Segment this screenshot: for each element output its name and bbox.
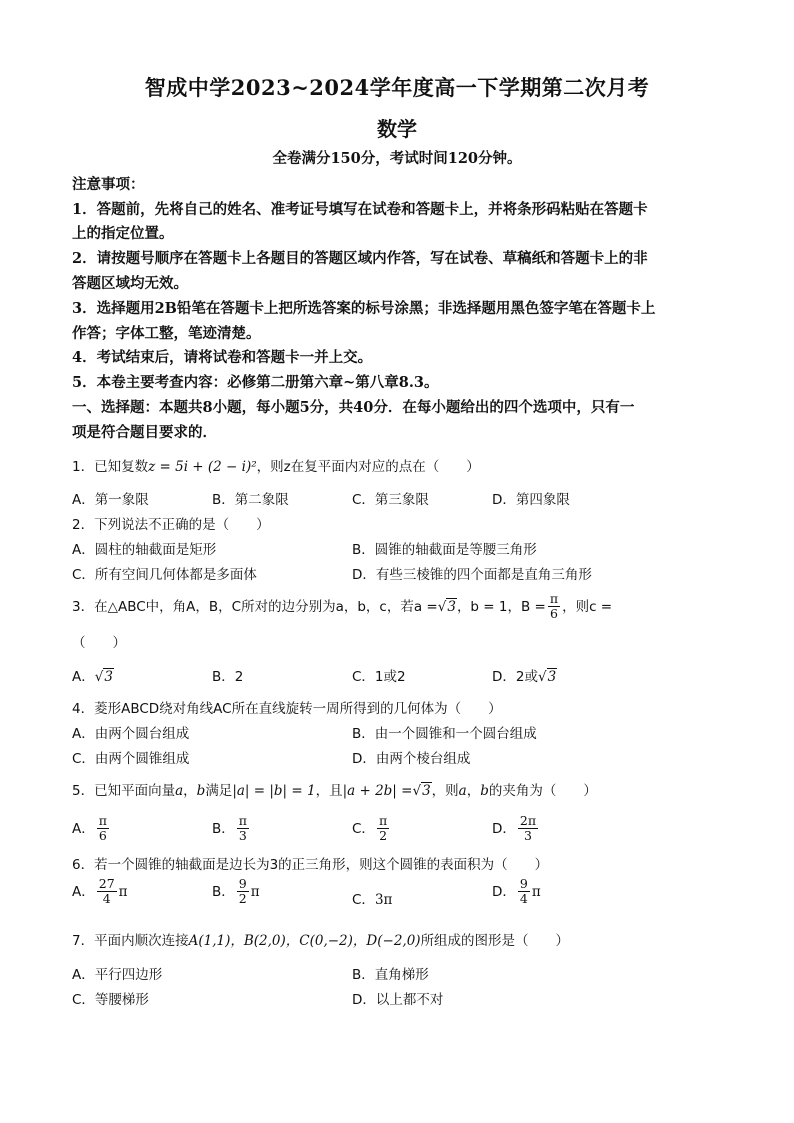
q3-option-d: D．2或√3 [492,669,557,685]
q1-option-c: C．第三象限 [352,492,429,508]
notice-line-4: 答题区域均无效。 [72,275,188,292]
q3-stem-a: 3．在△ABC中，角A，B，C所对的边分别为a，b，c，若a = [72,598,438,615]
question-4-stem: 4．菱形ABCD绕对角线AC所在直线旋转一周所得到的几何体为（ ） [72,701,502,717]
q7-option-a: A．平行四边形 [72,967,163,983]
q5-option-c: C． $\frac{\pi}{2}$ [352,813,388,844]
question-7-stem: 7．平面内顺次连接A(1,1)，B(2,0)，C(0,−2)，D(−2,0)所组成的图形是（ ） [72,933,570,949]
question-5-stem: 5．已知平面向量a，b满足|a| = |b| = 1，且|a + 2b| =√3，则a，b的夹角为（ ） [72,783,597,799]
q3-stem-b: ，b = 1，B = [456,598,546,615]
q5-option-b: B． $\frac{\pi}{3}$ [212,813,247,844]
q1-option-a: A．第一象限 [72,492,149,508]
q1-expression: z = 5i + (2 − i)² [148,459,257,475]
notice-line-6: 作答；字体工整，笔迹清楚。 [72,325,261,342]
q6-option-a: A． $\frac{27}{4}$ π [72,876,128,907]
q5-condition-1: |a| = |b| = 1 [232,783,316,799]
q1-suffix: ，则z在复平面内对应的点在（ ） [256,459,480,475]
question-1-stem [72,455,480,475]
q3-option-a: A．√3 [72,669,113,685]
q5-option-a: A． $\frac{\pi}{6}$ [72,813,107,844]
q2-option-b: B．圆锥的轴截面是等腰三角形 [352,542,537,558]
notice-line-5: 3．选择题用2B铅笔在答题卡上把所选答案的标号涂黑；非选择题用黑色签字笔在答题卡上 [72,300,656,317]
q6-option-d: D． $\frac{9}{4}$ π [492,876,541,907]
notice-line-7: 4．考试结束后，请将试卷和答题卡一并上交。 [72,349,373,366]
subject-title: 数学 [377,117,417,141]
q4-option-a: A．由两个圆台组成 [72,726,190,742]
q3-sqrt: √3 [437,598,456,615]
q4-option-b: B．由一个圆锥和一个圆台组成 [352,726,537,742]
q4-option-c: C．由两个圆锥组成 [72,751,190,767]
q1-option-b: B．第二象限 [212,492,289,508]
q7-option-b: B．直角梯形 [352,967,429,983]
q1-option-d: D．第四象限 [492,492,570,508]
q3-fraction: $\frac{\pi}{6}$ [549,591,559,622]
q7-option-c: C．等腰梯形 [72,992,149,1008]
notice-line-3: 2．请按题号顺序在答题卡上各题目的答题区域内作答，写在试卷、草稿纸和答题卡上的非 [72,250,648,267]
section-heading-line-1: 一、选择题：本题共8小题，每小题5分，共40分．在每小题给出的四个选项中，只有一 [72,399,635,416]
q2-option-d: D．有些三棱锥的四个面都是直角三角形 [352,567,592,583]
question-3-stem [72,592,612,622]
q3-option-b: B．2 [212,669,244,685]
q3-blank: （ ） [72,635,126,651]
q5-condition-2: |a + 2b| = [342,783,413,799]
notice-line-2: 上的指定位置。 [72,225,174,242]
exam-title: 智成中学2023~2024学年度高一下学期第二次月考 [144,75,650,100]
notice-line-8: 5．本卷主要考查内容：必修第二册第六章~第八章8.3。 [72,374,439,391]
q7-points: A(1,1)，B(2,0)，C(0,−2)，D(−2,0) [188,933,421,949]
notice-heading: 注意事项： [72,176,145,193]
q3-option-c: C．1或2 [352,669,406,685]
q2-option-c: C．所有空间几何体都是多面体 [72,567,257,583]
question-2-stem: 2．下列说法不正确的是（ ） [72,517,270,533]
notice-line-1: 1．答题前，先将自己的姓名、准考证号填写在试卷和答题卡上，并将条形码粘贴在答题卡 [72,201,648,218]
q1-prefix: 1．已知复数 [72,459,149,475]
q6-option-b: B． $\frac{9}{2}$ π [212,876,260,907]
question-6-stem: 6．若一个圆锥的轴截面是边长为3的正三角形，则这个圆锥的表面积为（ ） [72,857,549,873]
q4-option-d: D．由两个棱台组成 [352,751,471,767]
q2-option-a: A．圆柱的轴截面是矩形 [72,542,217,558]
q6-option-c: C．3π [352,892,393,908]
q7-option-d: D．以上都不对 [352,992,444,1008]
q3-stem-c: ，则c = [562,598,613,615]
score-time-note: 全卷满分150分，考试时间120分钟。 [272,150,522,167]
section-heading-line-2: 项是符合题目要求的． [72,424,217,441]
q5-option-d: D． $\frac{2\pi}{3}$ [492,813,537,844]
